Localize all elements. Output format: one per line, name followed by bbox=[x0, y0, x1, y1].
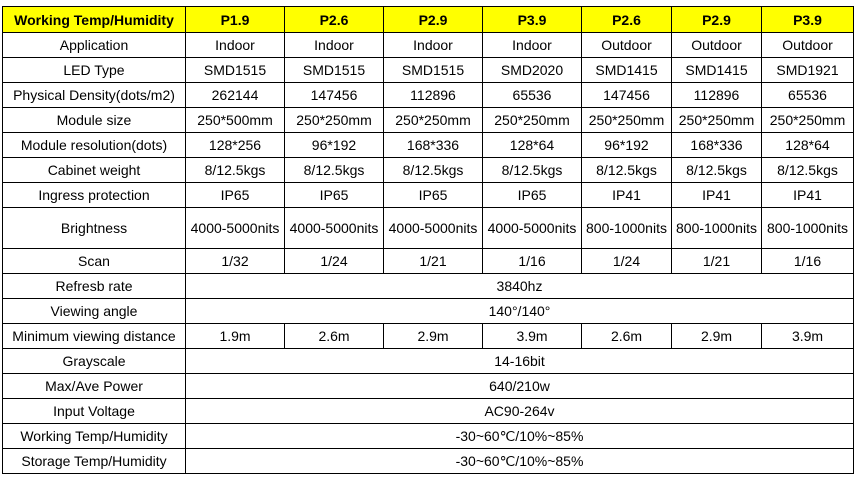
table-row bbox=[3, 449, 854, 474]
table-row bbox=[3, 133, 854, 158]
value-cell: 1.9m bbox=[186, 324, 285, 349]
value-cell: 4000-5000nits bbox=[285, 208, 384, 249]
value-cell: 1/32 bbox=[186, 249, 285, 274]
merged-value-cell: -30~60℃/10%~85% bbox=[186, 449, 854, 474]
row-label: Scan bbox=[3, 249, 186, 274]
value-cell: 2.6m bbox=[582, 324, 672, 349]
table-row bbox=[3, 108, 854, 133]
value-cell: 250*250mm bbox=[762, 108, 854, 133]
header-cell: Working Temp/Humidity bbox=[3, 7, 186, 33]
value-cell: Outdoor bbox=[672, 33, 762, 58]
table-row bbox=[3, 249, 854, 274]
value-cell: IP65 bbox=[285, 183, 384, 208]
table-row bbox=[3, 183, 854, 208]
table-row bbox=[3, 58, 854, 83]
row-label: Module size bbox=[3, 108, 186, 133]
table-row bbox=[3, 83, 854, 108]
header-cell: P2.9 bbox=[672, 7, 762, 33]
value-cell: Indoor bbox=[384, 33, 483, 58]
value-cell: 2.9m bbox=[672, 324, 762, 349]
value-cell: 8/12.5kgs bbox=[285, 158, 384, 183]
value-cell: Indoor bbox=[186, 33, 285, 58]
row-label: LED Type bbox=[3, 58, 186, 83]
value-cell: 250*500mm bbox=[186, 108, 285, 133]
merged-value-cell: 3840hz bbox=[186, 274, 854, 299]
merged-value-cell: 140°/140° bbox=[186, 299, 854, 324]
value-cell: IP65 bbox=[384, 183, 483, 208]
value-cell: SMD1515 bbox=[186, 58, 285, 83]
value-cell: 1/21 bbox=[384, 249, 483, 274]
value-cell: 8/12.5kgs bbox=[186, 158, 285, 183]
header-cell: P3.9 bbox=[483, 7, 582, 33]
value-cell: 1/24 bbox=[285, 249, 384, 274]
value-cell: 1/24 bbox=[582, 249, 672, 274]
table-row bbox=[3, 299, 854, 324]
value-cell: SMD1515 bbox=[384, 58, 483, 83]
value-cell: Outdoor bbox=[762, 33, 854, 58]
header-cell: P3.9 bbox=[762, 7, 854, 33]
table-row bbox=[3, 349, 854, 374]
value-cell: 250*250mm bbox=[285, 108, 384, 133]
value-cell: IP41 bbox=[762, 183, 854, 208]
table-row bbox=[3, 399, 854, 424]
row-label: Storage Temp/Humidity bbox=[3, 449, 186, 474]
row-label: Grayscale bbox=[3, 349, 186, 374]
value-cell: 4000-5000nits bbox=[186, 208, 285, 249]
value-cell: 112896 bbox=[384, 83, 483, 108]
merged-value-cell: AC90-264v bbox=[186, 399, 854, 424]
value-cell: 8/12.5kgs bbox=[762, 158, 854, 183]
value-cell: 4000-5000nits bbox=[483, 208, 582, 249]
value-cell: SMD2020 bbox=[483, 58, 582, 83]
value-cell: SMD1921 bbox=[762, 58, 854, 83]
row-label: Physical Density(dots/m2) bbox=[3, 83, 186, 108]
value-cell: 8/12.5kgs bbox=[582, 158, 672, 183]
value-cell: Indoor bbox=[483, 33, 582, 58]
value-cell: 1/16 bbox=[483, 249, 582, 274]
value-cell: 2.9m bbox=[384, 324, 483, 349]
merged-value-cell: 640/210w bbox=[186, 374, 854, 399]
table-row bbox=[3, 424, 854, 449]
value-cell: 96*192 bbox=[285, 133, 384, 158]
value-cell: 65536 bbox=[762, 83, 854, 108]
value-cell: 800-1000nits bbox=[582, 208, 672, 249]
value-cell: SMD1515 bbox=[285, 58, 384, 83]
value-cell: 128*256 bbox=[186, 133, 285, 158]
row-label: Minimum viewing distance bbox=[3, 324, 186, 349]
header-cell: P1.9 bbox=[186, 7, 285, 33]
value-cell: 2.6m bbox=[285, 324, 384, 349]
value-cell: Indoor bbox=[285, 33, 384, 58]
value-cell: 147456 bbox=[285, 83, 384, 108]
value-cell: 3.9m bbox=[483, 324, 582, 349]
row-label: Module resolution(dots) bbox=[3, 133, 186, 158]
value-cell: 65536 bbox=[483, 83, 582, 108]
row-label: Max/Ave Power bbox=[3, 374, 186, 399]
value-cell: IP65 bbox=[483, 183, 582, 208]
header-cell: P2.6 bbox=[285, 7, 384, 33]
table-row bbox=[3, 324, 854, 349]
table-row bbox=[3, 33, 854, 58]
value-cell: IP65 bbox=[186, 183, 285, 208]
value-cell: SMD1415 bbox=[582, 58, 672, 83]
value-cell: 8/12.5kgs bbox=[483, 158, 582, 183]
value-cell: IP41 bbox=[582, 183, 672, 208]
row-label: Refresb rate bbox=[3, 274, 186, 299]
value-cell: 800-1000nits bbox=[762, 208, 854, 249]
merged-value-cell: -30~60℃/10%~85% bbox=[186, 424, 854, 449]
table-row bbox=[3, 208, 854, 249]
value-cell: 800-1000nits bbox=[672, 208, 762, 249]
header-cell: P2.6 bbox=[582, 7, 672, 33]
value-cell: 250*250mm bbox=[672, 108, 762, 133]
value-cell: 1/16 bbox=[762, 249, 854, 274]
table-row bbox=[3, 158, 854, 183]
value-cell: 262144 bbox=[186, 83, 285, 108]
value-cell: 8/12.5kgs bbox=[672, 158, 762, 183]
table-row bbox=[3, 274, 854, 299]
value-cell: 8/12.5kgs bbox=[384, 158, 483, 183]
value-cell: Outdoor bbox=[582, 33, 672, 58]
value-cell: 168*336 bbox=[384, 133, 483, 158]
row-label: Brightness bbox=[3, 208, 186, 249]
value-cell: 250*250mm bbox=[483, 108, 582, 133]
spec-table bbox=[2, 6, 854, 474]
value-cell: IP41 bbox=[672, 183, 762, 208]
table-header-row bbox=[3, 7, 854, 33]
row-label: Application bbox=[3, 33, 186, 58]
value-cell: 147456 bbox=[582, 83, 672, 108]
value-cell: 128*64 bbox=[762, 133, 854, 158]
value-cell: SMD1415 bbox=[672, 58, 762, 83]
table-row bbox=[3, 374, 854, 399]
value-cell: 112896 bbox=[672, 83, 762, 108]
value-cell: 96*192 bbox=[582, 133, 672, 158]
row-label: Input Voltage bbox=[3, 399, 186, 424]
value-cell: 128*64 bbox=[483, 133, 582, 158]
value-cell: 250*250mm bbox=[384, 108, 483, 133]
merged-value-cell: 14-16bit bbox=[186, 349, 854, 374]
value-cell: 3.9m bbox=[762, 324, 854, 349]
value-cell: 1/21 bbox=[672, 249, 762, 274]
row-label: Cabinet weight bbox=[3, 158, 186, 183]
header-cell: P2.9 bbox=[384, 7, 483, 33]
value-cell: 250*250mm bbox=[582, 108, 672, 133]
value-cell: 168*336 bbox=[672, 133, 762, 158]
row-label: Viewing angle bbox=[3, 299, 186, 324]
row-label: Working Temp/Humidity bbox=[3, 424, 186, 449]
row-label: Ingress protection bbox=[3, 183, 186, 208]
value-cell: 4000-5000nits bbox=[384, 208, 483, 249]
spec-table-body bbox=[3, 7, 854, 474]
